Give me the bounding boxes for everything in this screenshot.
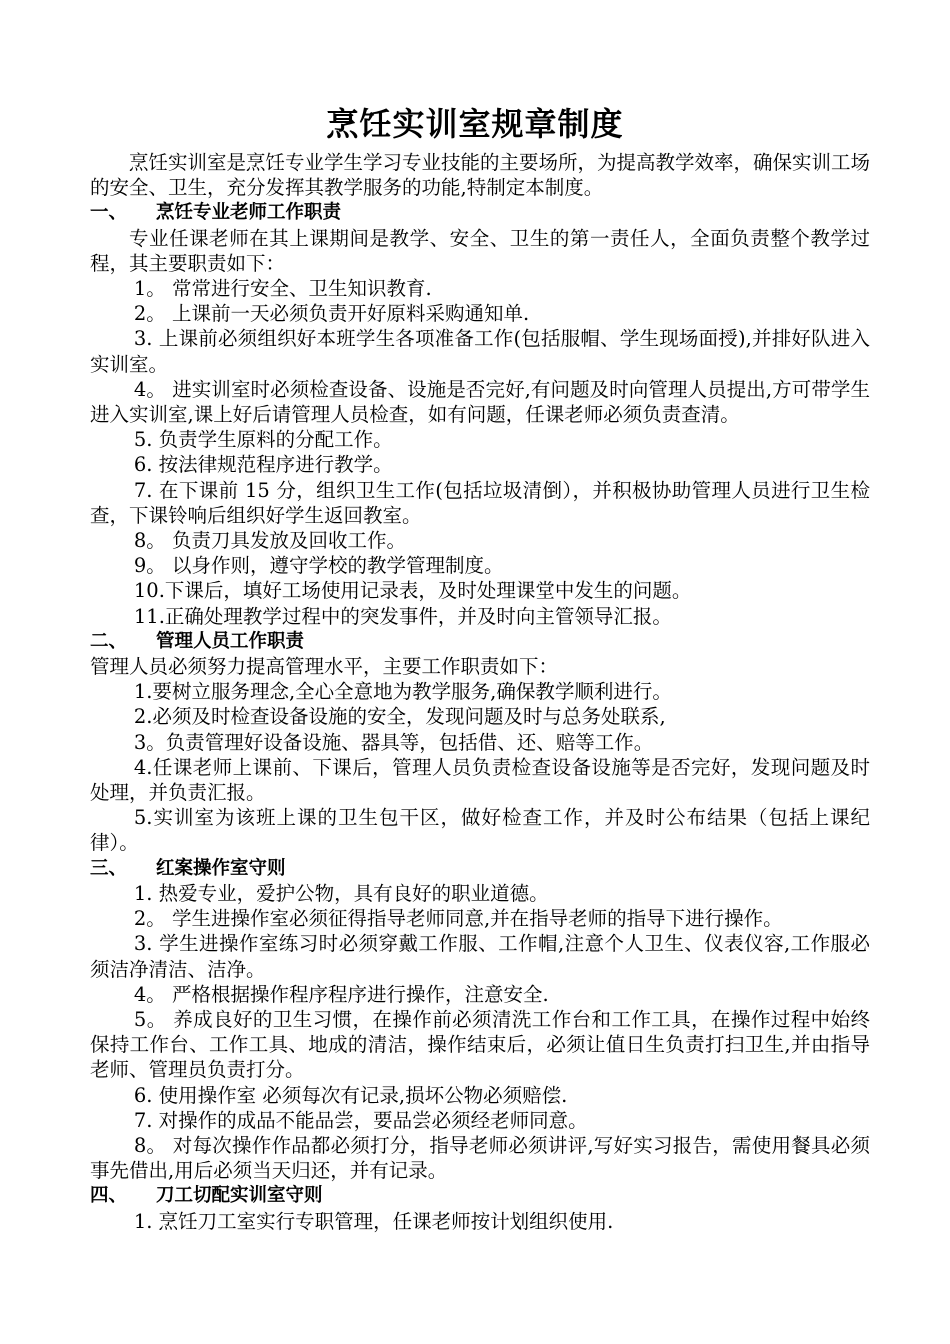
- list-item: 4。 严格根据操作程序程序进行操作，注意安全.: [133, 982, 549, 1006]
- list-item: 8。 负责刀具发放及回收工作。: [133, 529, 406, 553]
- section-heading-4: [90, 1183, 870, 1208]
- list-item: 1。 常常进行安全、卫生知识教育.: [133, 277, 432, 301]
- list-item: 9。 以身作则，遵守学校的教学管理制度。: [133, 554, 504, 578]
- section-title: 红案操作室守则: [156, 857, 286, 879]
- section-title: 管理人员工作职责: [156, 630, 305, 652]
- list-item: 7. 对操作的成品不能品尝，要品尝必须经老师同意。: [133, 1108, 588, 1132]
- section-number: 一、: [90, 202, 128, 224]
- list-item: 1. 烹饪刀工室实行专职管理，任课老师按计划组织使用.: [133, 1209, 614, 1233]
- list-item: 5. 负责学生原料的分配工作。: [133, 428, 393, 452]
- list-item: 11.正确处理教学过程中的突发事件，并及时向主管领导汇报。: [133, 604, 672, 628]
- list-item: 3。负责管理好设备设施、器具等，包括借、还、赔等工作。: [133, 730, 654, 754]
- list-item: 7. 在下课前 15 分，组织卫生工作(包括垃圾清倒），并积极协助管理人员进行卫生检查，下课铃响后组织好学生返回教室。: [90, 478, 870, 527]
- section-number: 四、: [90, 1185, 128, 1207]
- list-item: 4。 进实训室时必须检查设备、设施是否完好,有问题及时向管理人员提出,方可带学生进入实训室,课上好后请管理人员检查，如有问题，任课老师必须负责查清。: [90, 377, 870, 427]
- section-heading-2: [90, 629, 870, 654]
- list-item: 6. 使用操作室 必须每次有记录,损坏公物必须赔偿.: [133, 1083, 568, 1107]
- list-item: 10.下课后，填好工场使用记录表，及时处理课堂中发生的问题。: [133, 579, 692, 603]
- section-heading-1: [90, 200, 870, 225]
- list-item: 1. 热爱专业，爱护公物，具有良好的职业道德。: [133, 881, 549, 905]
- section-title: 刀工切配实训室守则: [156, 1185, 323, 1207]
- list-item: 1.要树立服务理念,全心全意地为教学服务,确保教学顺利进行。: [133, 680, 672, 704]
- list-item: 2。 学生进操作室必须征得指导老师同意,并在指导老师的指导下进行操作。: [133, 907, 783, 931]
- list-item: 8。 对每次操作作品都必须打分，指导老师必须讲评,写好实习报告，需使用餐具必须事先借出,用后必须当天归还，并有记录。: [90, 1133, 870, 1183]
- section-lead-1: 专业任课老师在其上课期间是教学、安全、卫生的第一责任人，全面负责整个教学过程，其主要职责如下：: [90, 226, 870, 275]
- list-item: 3. 上课前必须组织好本班学生各项准备工作(包括服帽、学生现场面授),并排好队进入实训室。: [90, 327, 870, 376]
- section-lead-2: 管理人员必须努力提高管理水平，主要工作职责如下：: [90, 655, 559, 679]
- section-heading-3: [90, 856, 870, 881]
- section-number: 三、: [90, 857, 128, 879]
- list-item: 2.必须及时检查设备设施的安全，发现问题及时与总务处联系,: [133, 705, 666, 729]
- list-item: 5.实训室为该班上课的卫生包干区，做好检查工作，并及时公布结果（包括上课纪律）。: [90, 806, 870, 855]
- list-item: 2。 上课前一天必须负责开好原料采购通知单.: [133, 302, 530, 326]
- section-number: 二、: [90, 630, 128, 652]
- document-title: 烹饪实训室规章制度: [326, 105, 624, 143]
- list-item: 4.任课老师上课前、下课后，管理人员负责检查设备设施等是否完好，发现问题及时处理，并负责汇报。: [90, 755, 870, 805]
- intro-paragraph: 烹饪实训室是烹饪专业学生学习专业技能的主要场所，为提高教学效率，确保实训工场的安全、卫生，充分发挥其教学服务的功能,特制定本制度。: [90, 151, 871, 200]
- section-title: 烹饪专业老师工作职责: [156, 202, 342, 224]
- list-item: 6. 按法律规范程序进行教学。: [133, 453, 393, 477]
- list-item: 3. 学生进操作室练习时必须穿戴工作服、工作帽,注意个人卫生、仪表仪容,工作服必须洁净清洁、洁净。: [90, 932, 870, 981]
- list-item: 5。 养成良好的卫生习惯，在操作前必须清洗工作台和工作工具，在操作过程中始终保持工作台、工作工具、地成的清洁，操作结束后，必须让值日生负责打扫卫生,并由指导老师、管理员负责打分。: [90, 1007, 870, 1082]
- document-body: [90, 150, 870, 1234]
